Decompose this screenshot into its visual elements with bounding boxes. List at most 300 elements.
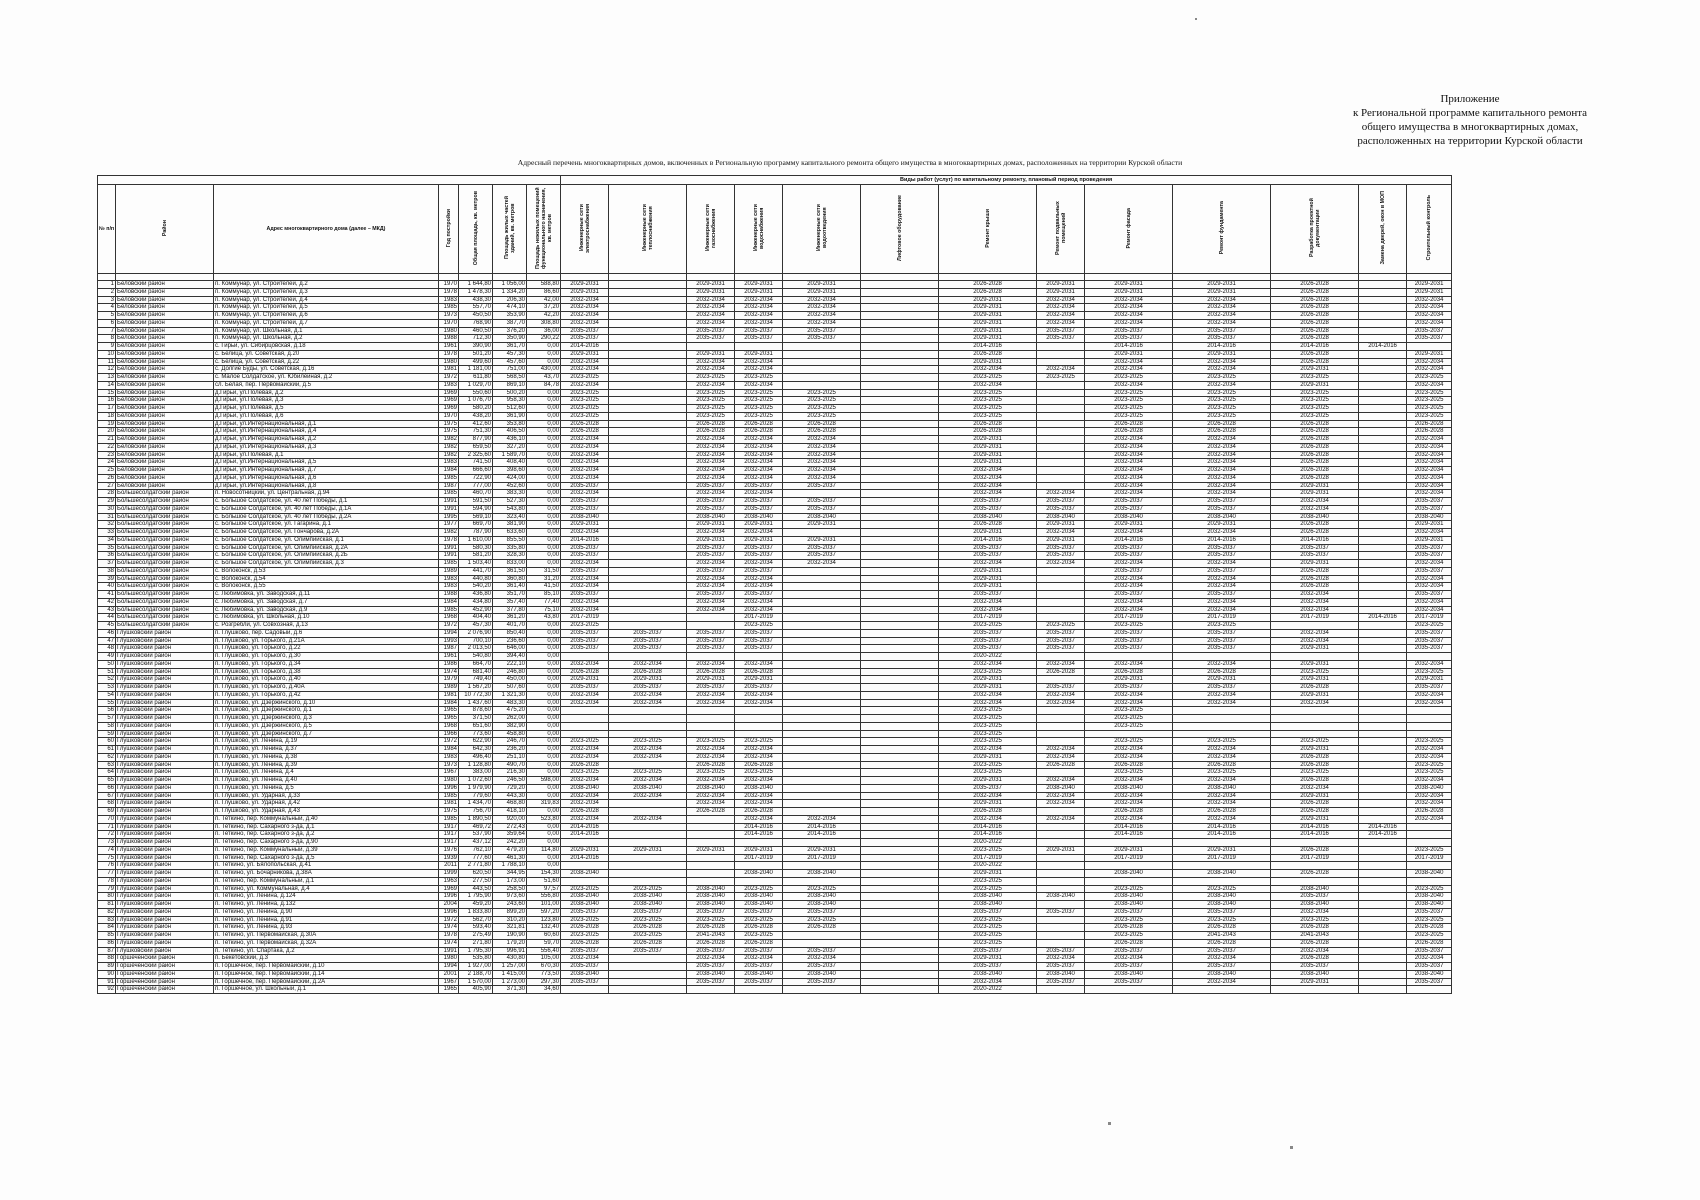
table-cell: Глушковский район (116, 831, 214, 839)
table-cell: 123,80 (527, 916, 561, 924)
table-row (98, 358, 1452, 366)
table-cell (1037, 932, 1085, 940)
table-cell (861, 420, 939, 428)
table-cell: 2023-2025 (735, 405, 783, 413)
table-cell: 2023-2025 (939, 374, 1037, 382)
table-cell: 1980 (439, 358, 459, 366)
table-row (98, 653, 1452, 661)
column-header-label: № п/п (98, 226, 115, 232)
table-cell: 540,80 (459, 653, 493, 661)
table-cell: 2038-2040 (1407, 901, 1452, 909)
table-cell: 0,00 (527, 715, 561, 723)
table-row (98, 978, 1452, 986)
table-cell: 722,90 (459, 474, 493, 482)
table-cell (609, 405, 687, 413)
table-cell: 114,80 (527, 846, 561, 854)
table-cell: 468,80 (493, 800, 527, 808)
table-cell: 2023-2025 (1173, 622, 1271, 630)
table-cell: 2026-2028 (1271, 955, 1359, 963)
table-cell: 406,50 (493, 428, 527, 436)
table-cell: 85,10 (527, 591, 561, 599)
table-cell (861, 366, 939, 374)
table-cell (861, 459, 939, 467)
table-cell: 2026-2028 (561, 924, 609, 932)
table-cell: 2032-2034 (687, 296, 735, 304)
table-cell (1359, 939, 1407, 947)
table-cell (861, 753, 939, 761)
table-row (98, 947, 1452, 955)
table-cell: 2032-2034 (1085, 312, 1173, 320)
table-cell: 2014-2016 (1085, 823, 1173, 831)
table-cell: Беловский район (116, 474, 214, 482)
table-row (98, 482, 1452, 490)
table-cell: 2035-2037 (1037, 629, 1085, 637)
table-cell: 2026-2028 (609, 939, 687, 947)
table-cell: п. Коммунар, ул. Строителей, д.3 (214, 288, 439, 296)
table-cell: 1985 (439, 490, 459, 498)
table-cell (783, 808, 861, 816)
table-cell: 2032-2034 (1407, 660, 1452, 668)
table-cell (861, 970, 939, 978)
table-cell: 2029-2031 (1173, 288, 1271, 296)
table-cell (1407, 343, 1452, 351)
table-cell: 2035-2037 (687, 963, 735, 971)
table-row (98, 924, 1452, 932)
table-cell: 2029-2031 (1407, 350, 1452, 358)
table-cell: 0,00 (527, 544, 561, 552)
table-cell: 0,00 (527, 436, 561, 444)
table-cell: 2038-2040 (687, 885, 735, 893)
table-cell: 1965 (439, 715, 459, 723)
table-cell: 2014-2016 (1173, 831, 1271, 839)
table-cell: 2032-2034 (735, 691, 783, 699)
table-row (98, 660, 1452, 668)
column-header-label: Разработка проектной документации (1308, 198, 1321, 258)
table-cell: 2026-2028 (939, 420, 1037, 428)
table-cell: 2032-2034 (735, 312, 783, 320)
table-cell (861, 831, 939, 839)
table-cell (783, 343, 861, 351)
table-cell: 2032-2034 (939, 815, 1037, 823)
table-cell: 2029-2031 (939, 296, 1037, 304)
table-cell (609, 808, 687, 816)
table-cell: п. Теткино, пер. Коммунальный, д.40 (214, 815, 439, 823)
table-cell (1359, 715, 1407, 723)
table-cell: 2032-2034 (609, 815, 687, 823)
table-cell: 0,00 (527, 684, 561, 692)
table-cell: 2032-2034 (561, 304, 609, 312)
table-cell: 642,30 (459, 746, 493, 754)
table-cell: 436,80 (459, 591, 493, 599)
table-cell: 2014-2016 (939, 343, 1037, 351)
table-cell (861, 451, 939, 459)
table-cell: 2023-2025 (1037, 622, 1085, 630)
table-cell: 2032-2034 (687, 753, 735, 761)
table-row (98, 730, 1452, 738)
table-cell: п. Теткино, ул. Коммунальная, д.4 (214, 885, 439, 893)
table-cell: 598,00 (527, 777, 561, 785)
table-row (98, 614, 1452, 622)
table-cell (783, 699, 861, 707)
table-cell: 2038-2040 (1271, 901, 1359, 909)
table-cell (1173, 877, 1271, 885)
table-row (98, 397, 1452, 405)
table-cell: 2032-2034 (1085, 459, 1173, 467)
table-cell: 2029-2031 (609, 846, 687, 854)
table-cell: 2023-2025 (687, 769, 735, 777)
table-cell: 2035-2037 (1173, 327, 1271, 335)
table-cell: 1993 (439, 637, 459, 645)
table-cell: 2035-2037 (609, 629, 687, 637)
table-cell: 0,00 (527, 784, 561, 792)
table-cell: 2026-2028 (939, 808, 1037, 816)
table-cell: 958,30 (493, 397, 527, 405)
table-cell: п. Теткино, ул. Ленина, д.132 (214, 901, 439, 909)
table-cell: Беловский район (116, 389, 214, 397)
table-cell (1359, 955, 1407, 963)
table-cell: 1991 (439, 505, 459, 513)
table-cell: 537,90 (459, 831, 493, 839)
table-cell: п. Новосотницкий, ул. Центральная, д.94 (214, 490, 439, 498)
table-cell: 2023-2025 (939, 397, 1037, 405)
table-cell: 581,20 (459, 552, 493, 560)
column-header (527, 185, 561, 274)
table-cell: 2020-2022 (939, 653, 1037, 661)
table-row (98, 792, 1452, 800)
table-cell: 2032-2034 (735, 436, 783, 444)
table-cell: Глушковский район (116, 939, 214, 947)
table-cell (561, 653, 609, 661)
table-cell: 1980 (439, 327, 459, 335)
table-cell: 2023-2025 (1085, 397, 1173, 405)
table-cell: 2023-2025 (687, 412, 735, 420)
table-cell: 2035-2037 (783, 327, 861, 335)
table-cell: 222,10 (493, 660, 527, 668)
table-cell (609, 304, 687, 312)
table-row (98, 722, 1452, 730)
table-cell (1359, 699, 1407, 707)
table-cell: 2038-2040 (1037, 513, 1085, 521)
table-cell: 2026-2028 (1271, 583, 1359, 591)
table-cell: 2035-2037 (687, 947, 735, 955)
table-cell: 2035-2037 (687, 552, 735, 560)
table-cell: 2038-2040 (1407, 970, 1452, 978)
table-cell: 251,10 (493, 753, 527, 761)
column-header-label: Инженерные сети газоснабжения (704, 204, 717, 252)
table-cell (1037, 443, 1085, 451)
table-cell (609, 854, 687, 862)
table-cell: 1963 (439, 877, 459, 885)
table-cell: 2035-2037 (735, 335, 783, 343)
table-cell: 2032-2034 (783, 312, 861, 320)
table-cell: 2023-2025 (1085, 389, 1173, 397)
table-cell: 2038-2040 (1173, 970, 1271, 978)
table-cell: 681,40 (459, 668, 493, 676)
table-cell: 2029-2031 (735, 281, 783, 289)
table-cell: 3 (98, 296, 116, 304)
table-row (98, 629, 1452, 637)
table-cell: 2035-2037 (1085, 544, 1173, 552)
table-cell: 2032-2034 (561, 691, 609, 699)
table-cell: Беловский район (116, 420, 214, 428)
table-cell: 2035-2037 (687, 684, 735, 692)
table-cell: 2032-2034 (735, 699, 783, 707)
table-cell: 90 (98, 970, 116, 978)
table-cell: 2026-2028 (1085, 808, 1173, 816)
table-cell: 450,50 (459, 312, 493, 320)
table-cell: 327,20 (493, 443, 527, 451)
column-header-label: Ремонт фасада (1125, 207, 1132, 249)
table-cell: 2032-2034 (561, 381, 609, 389)
table-cell (609, 544, 687, 552)
table-cell: 19 (98, 420, 116, 428)
table-cell: 2032-2034 (687, 459, 735, 467)
table-cell: 430,00 (527, 366, 561, 374)
table-cell: 2035-2037 (1037, 947, 1085, 955)
table-cell: 1 589,70 (493, 451, 527, 459)
table-cell (561, 839, 609, 847)
table-cell: 483,30 (493, 699, 527, 707)
table-cell: 2023-2025 (1173, 374, 1271, 382)
table-cell: 2026-2028 (735, 761, 783, 769)
table-cell: 1991 (439, 544, 459, 552)
table-cell: Большесолдатский район (116, 560, 214, 568)
table-cell (1037, 808, 1085, 816)
table-cell: 2035-2037 (687, 978, 735, 986)
table-cell: 2035-2037 (1407, 544, 1452, 552)
table-cell: 25 (98, 467, 116, 475)
table-cell: 2026-2028 (1271, 808, 1359, 816)
table-cell (609, 831, 687, 839)
table-cell: 773,60 (459, 730, 493, 738)
table-cell: 2023-2025 (1085, 405, 1173, 413)
address-table (97, 175, 1452, 994)
table-cell: 2017-2019 (939, 614, 1037, 622)
table-cell: 1989 (439, 684, 459, 692)
table-cell: 2032-2034 (687, 304, 735, 312)
table-cell: 2032-2034 (1085, 753, 1173, 761)
table-cell (861, 343, 939, 351)
table-cell: 2035-2037 (1037, 498, 1085, 506)
table-cell: 2032-2034 (783, 459, 861, 467)
table-cell: Глушковский район (116, 676, 214, 684)
table-cell: 2023-2025 (687, 405, 735, 413)
table-cell: 2032-2034 (561, 474, 609, 482)
table-cell: 2032-2034 (687, 560, 735, 568)
table-cell: 2029-2031 (1085, 350, 1173, 358)
table-cell: 1976 (439, 846, 459, 854)
table-row (98, 877, 1452, 885)
table-cell: 37,20 (527, 304, 561, 312)
table-cell: 2032-2034 (687, 691, 735, 699)
column-header (735, 185, 783, 274)
scan-mark (1108, 1122, 1111, 1125)
table-row (98, 753, 1452, 761)
table-cell: 2026-2028 (561, 420, 609, 428)
table-cell: 1983 (439, 583, 459, 591)
table-cell: 404,40 (459, 614, 493, 622)
table-cell: Глушковский район (116, 815, 214, 823)
table-cell (1359, 676, 1407, 684)
table-cell: 60 (98, 738, 116, 746)
table-row (98, 474, 1452, 482)
table-cell: 507,60 (493, 684, 527, 692)
table-row (98, 784, 1452, 792)
table-cell: п. Теткино, ул. Ленина, д.90 (214, 908, 439, 916)
table-cell: 729,20 (493, 784, 527, 792)
table-cell: 1972 (439, 374, 459, 382)
table-cell (687, 653, 735, 661)
table-cell (1359, 637, 1407, 645)
table-row (98, 536, 1452, 544)
table-cell: Глушковский район (116, 730, 214, 738)
table-cell: 30 (98, 505, 116, 513)
column-header-label: Лифтовое оборудование (896, 195, 903, 261)
table-cell: 2014-2016 (1359, 343, 1407, 351)
table-cell: 2014-2016 (561, 536, 609, 544)
column-header-label: Ремонт фундамента (1218, 201, 1225, 255)
table-cell: 1917 (439, 831, 459, 839)
table-cell (1407, 862, 1452, 870)
table-cell (609, 839, 687, 847)
table-cell: 2035-2037 (783, 505, 861, 513)
spacer-cell (116, 274, 214, 281)
table-cell: 2035-2037 (609, 645, 687, 653)
table-cell: 2023-2025 (1271, 668, 1359, 676)
table-cell: 50 (98, 660, 116, 668)
table-cell: п. Глушково, ул. Дзержинского, д.10 (214, 699, 439, 707)
table-cell: 2032-2034 (1271, 606, 1359, 614)
table-cell: 1973 (439, 312, 459, 320)
table-cell (861, 544, 939, 552)
table-cell: 2032-2034 (561, 490, 609, 498)
table-cell (861, 428, 939, 436)
table-cell (1037, 583, 1085, 591)
table-cell: 2032-2034 (1173, 474, 1271, 482)
table-cell: 450,00 (493, 676, 527, 684)
table-cell: 2032-2034 (1037, 660, 1085, 668)
table-cell (687, 877, 735, 885)
table-cell: 2032-2034 (561, 955, 609, 963)
table-cell: 2023-2025 (939, 715, 1037, 723)
table-cell: 43,80 (527, 614, 561, 622)
table-cell: 2023-2025 (939, 738, 1037, 746)
table-cell: 2029-2031 (735, 521, 783, 529)
table-cell: 436,10 (493, 436, 527, 444)
table-cell: 1 570,00 (459, 978, 493, 986)
table-cell: 1977 (439, 521, 459, 529)
table-cell: 2029-2031 (687, 281, 735, 289)
table-cell: 2038-2040 (561, 870, 609, 878)
table-cell: 611,80 (459, 374, 493, 382)
table-cell: 0,00 (527, 707, 561, 715)
table-cell: 2032-2034 (1271, 629, 1359, 637)
table-cell: 2032-2034 (1407, 691, 1452, 699)
table-cell (1359, 653, 1407, 661)
table-cell: 2023-2025 (783, 397, 861, 405)
table-cell: п. Глушково, ул. Горького, д.30 (214, 653, 439, 661)
table-cell: п. Теткино, пер. Коммунальный, д.39 (214, 846, 439, 854)
table-cell (687, 730, 735, 738)
table-cell (609, 312, 687, 320)
table-cell: 0,00 (527, 676, 561, 684)
column-header (783, 185, 861, 274)
table-cell (1359, 498, 1407, 506)
table-cell: 2032-2034 (609, 792, 687, 800)
table-cell: 2023-2025 (1271, 405, 1359, 413)
table-cell: 850,40 (493, 629, 527, 637)
table-cell: 2026-2028 (561, 668, 609, 676)
table-row (98, 459, 1452, 467)
table-row (98, 761, 1452, 769)
scan-mark (1195, 18, 1197, 20)
table-cell: 2032-2034 (1173, 560, 1271, 568)
table-cell: 2035-2037 (561, 947, 609, 955)
table-cell (861, 932, 939, 940)
table-cell (861, 575, 939, 583)
table-cell: 2032-2034 (1085, 699, 1173, 707)
table-cell: 2032-2034 (783, 474, 861, 482)
table-cell: 2035-2037 (561, 327, 609, 335)
table-cell: 59 (98, 730, 116, 738)
table-cell: 2017-2019 (939, 854, 1037, 862)
table-cell: с. Большое Солдатское, ул. 40 лет Победы, д.1А (214, 505, 439, 513)
table-cell (861, 963, 939, 971)
table-cell: 2032-2034 (1407, 451, 1452, 459)
table-cell: 2023-2025 (1173, 405, 1271, 413)
table-row (98, 296, 1452, 304)
table-cell: 2023-2025 (783, 405, 861, 413)
table-cell: 57 (98, 715, 116, 723)
table-cell (609, 521, 687, 529)
table-cell: 42 (98, 598, 116, 606)
table-cell: 2023-2025 (735, 885, 783, 893)
spacer-cell (214, 274, 439, 281)
table-cell: 756,70 (459, 808, 493, 816)
table-cell: 2023-2025 (1173, 738, 1271, 746)
table-cell: 1981 (439, 691, 459, 699)
table-cell: 2035-2037 (687, 498, 735, 506)
table-cell: 1970 (439, 412, 459, 420)
table-cell: 2029-2031 (687, 536, 735, 544)
table-row (98, 428, 1452, 436)
table-row (98, 862, 1452, 870)
table-cell: 2026-2028 (1271, 474, 1359, 482)
table-cell: 2032-2034 (687, 436, 735, 444)
table-cell: Большесолдатский район (116, 490, 214, 498)
table-cell (1037, 738, 1085, 746)
table-cell: 2035-2037 (1173, 684, 1271, 692)
table-cell (687, 343, 735, 351)
table-cell: 2035-2037 (1173, 552, 1271, 560)
table-cell: 179,20 (493, 939, 527, 947)
table-cell (1037, 676, 1085, 684)
table-cell: 2035-2037 (1173, 908, 1271, 916)
table-cell (687, 831, 735, 839)
table-cell: 2038-2040 (783, 513, 861, 521)
table-cell: 2 188,70 (459, 970, 493, 978)
table-row (98, 955, 1452, 963)
table-cell: 2035-2037 (735, 567, 783, 575)
table-cell: 2035-2037 (1085, 591, 1173, 599)
table-cell: 2029-2031 (939, 753, 1037, 761)
table-cell: 290,22 (527, 335, 561, 343)
table-cell: 2038-2040 (1407, 893, 1452, 901)
table-cell: 357,40 (493, 598, 527, 606)
table-cell: 2032-2034 (735, 753, 783, 761)
table-cell (1359, 986, 1407, 994)
table-row (98, 769, 1452, 777)
